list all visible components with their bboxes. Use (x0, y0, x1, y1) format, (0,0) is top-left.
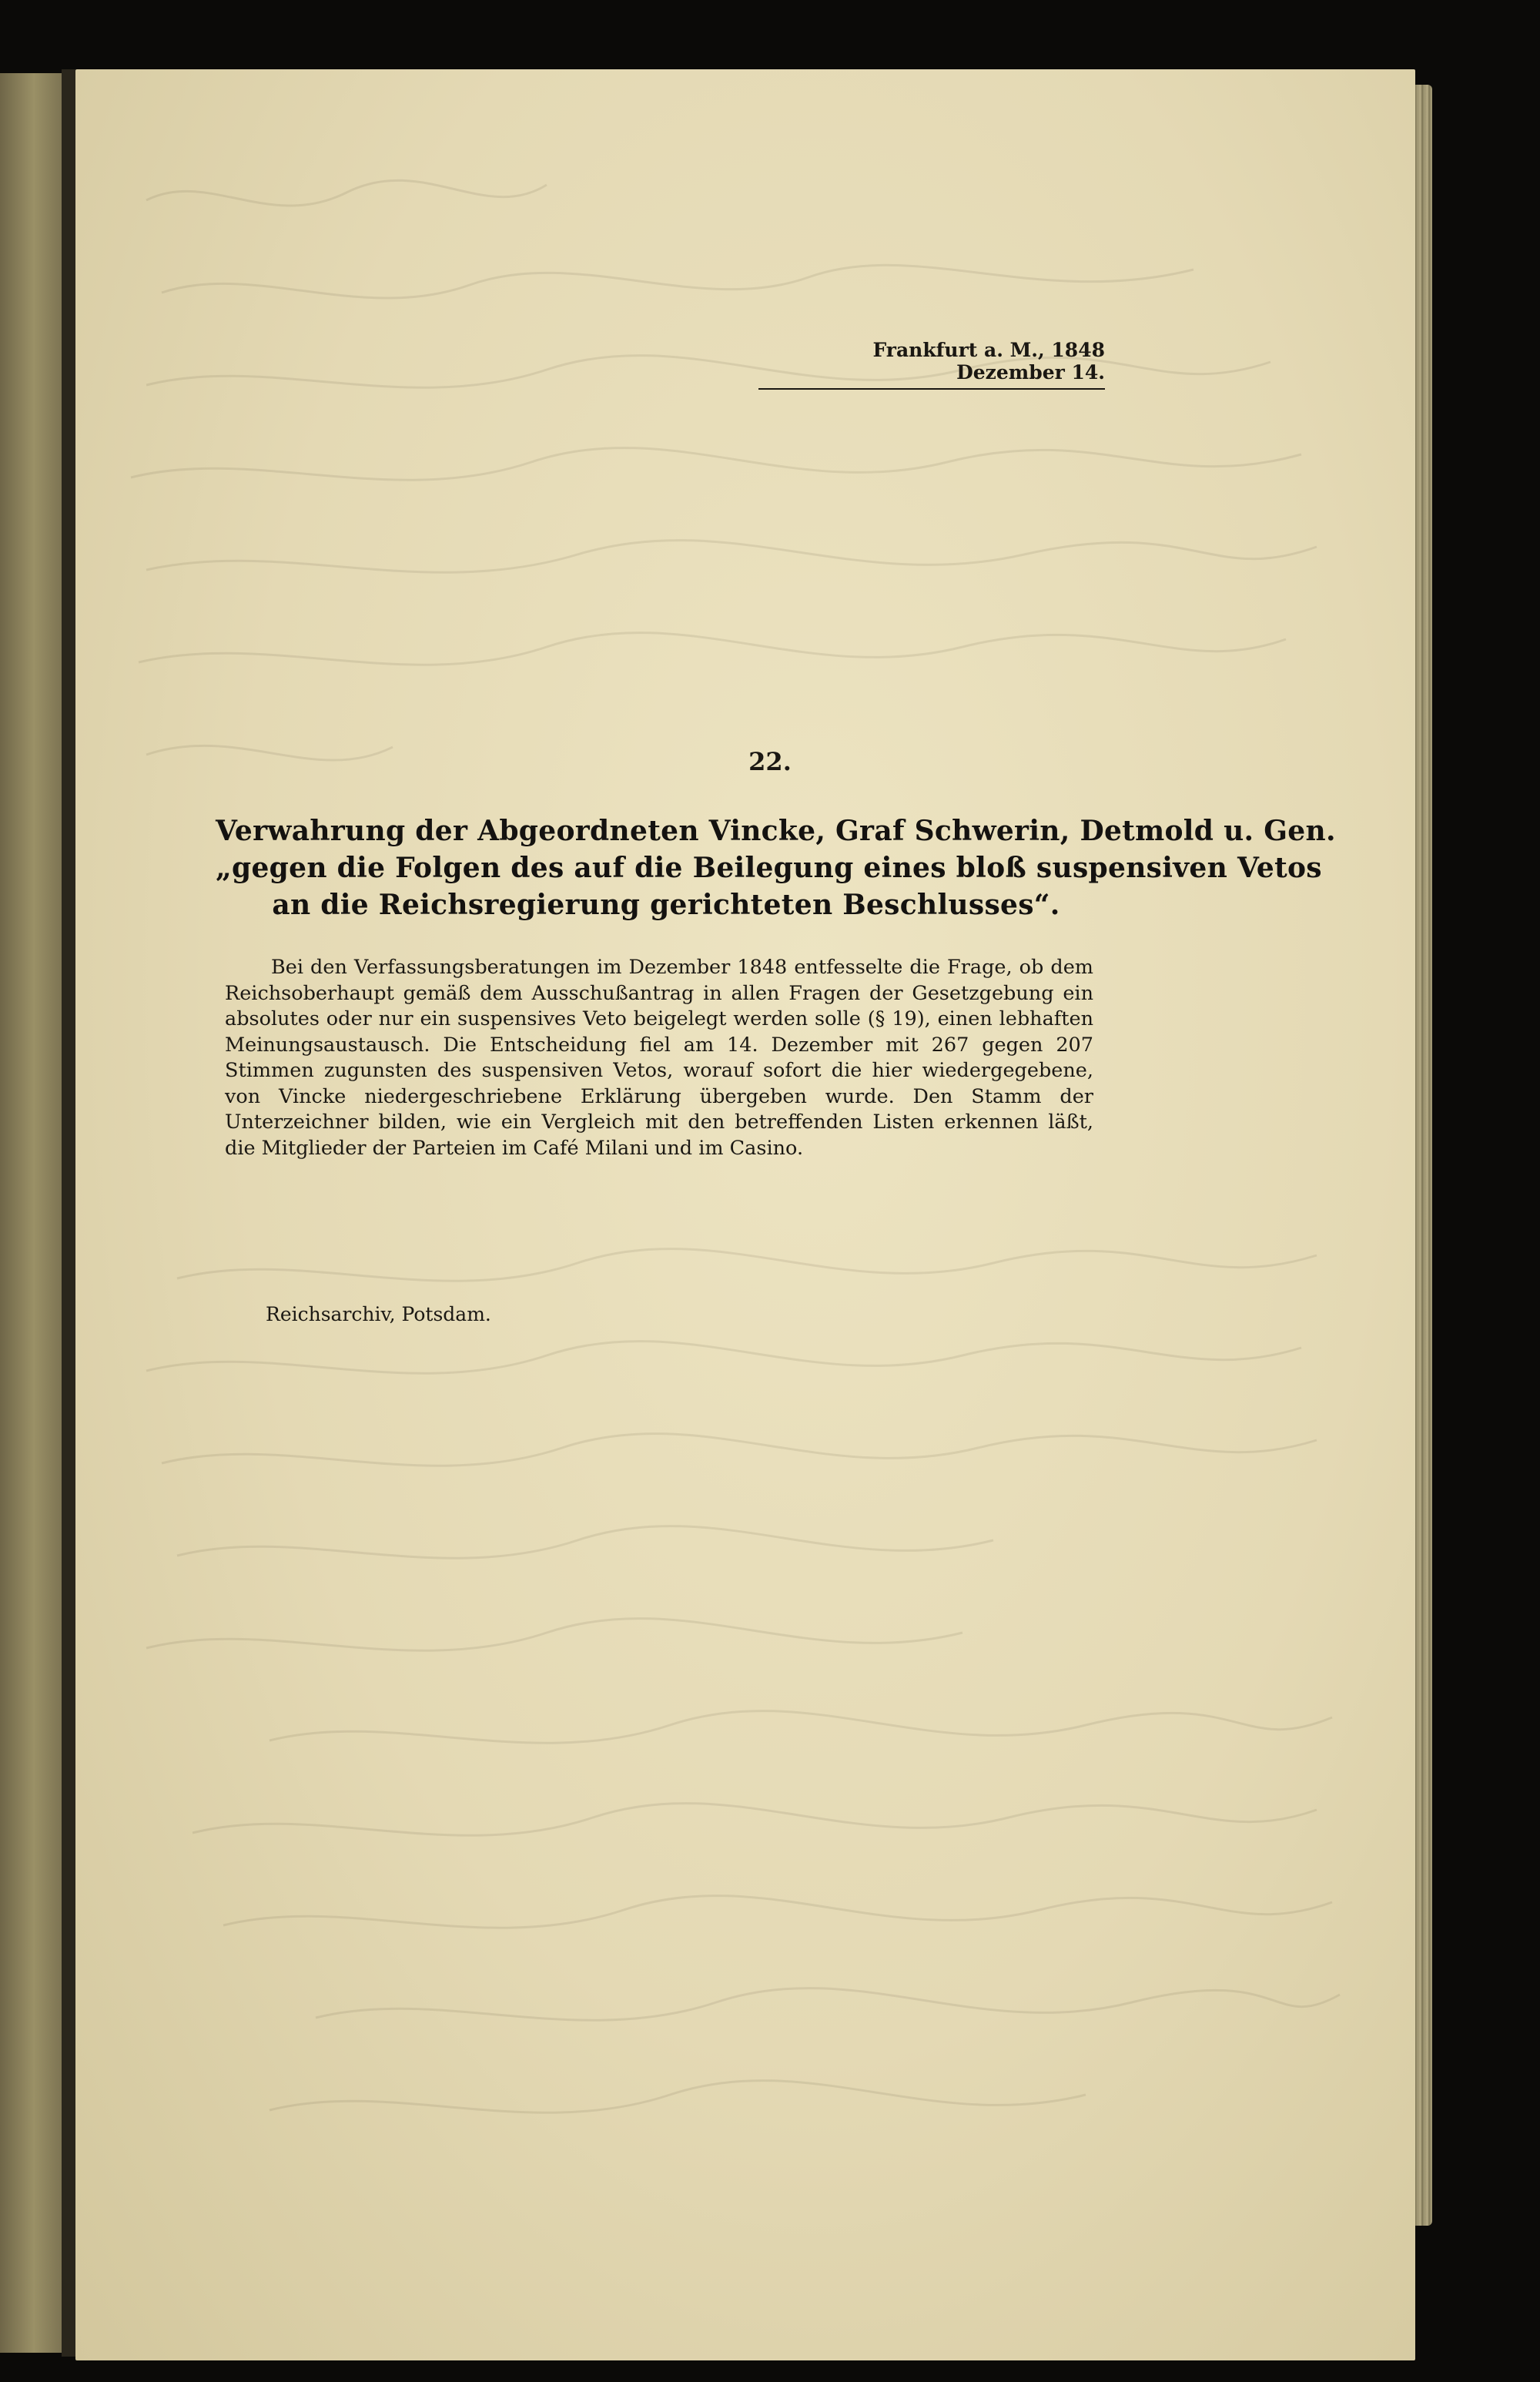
title-line: an die Reichsregierung gerichteten Beschlusses“. (272, 889, 1060, 921)
title-line: „gegen die Folgen des auf die Beilegung eines bloß suspensiven Vetos (216, 852, 1322, 884)
title-line: Verwahrung der Abgeordneten Vincke, Graf Schwerin, Detmold u. Gen. (216, 815, 1336, 847)
document-number: 22. (748, 747, 792, 776)
place-date-header: Frankfurt a. M., 1848 Dezember 14. (758, 339, 1105, 390)
book-gutter (62, 69, 75, 2357)
adjacent-page-edge (0, 73, 62, 2353)
body-paragraph-container (225, 955, 1093, 1161)
document-title (216, 812, 1336, 923)
book-page (75, 69, 1415, 2360)
body-paragraph: Bei den Verfassungsberatungen im Dezember 1848 entfesselte die Frage, ob dem Reichsoberhaupt gemäß dem Ausschußantrag in allen Fragen der Gesetzgebung ein absolutes oder nur ein suspensives Veto beigelegt werden solle (§ 19), einen lebhaften Meinungsaustausch. Die Entscheidung fiel am 14. Dezember mit 267 gegen 207 Stimmen zugunsten des suspensiven Vetos, worauf sofort die hier wiedergegebene, von Vincke niedergeschriebene Erklärung übergeben wurde. Den Stamm der Unterzeichner bilden, wie ein Vergleich mit den betreffenden Listen erkennen läßt, die Mitglieder der Parteien im Café Milani und im Casino. (225, 956, 1093, 1160)
archive-source: Reichsarchiv, Potsdam. (266, 1303, 491, 1325)
